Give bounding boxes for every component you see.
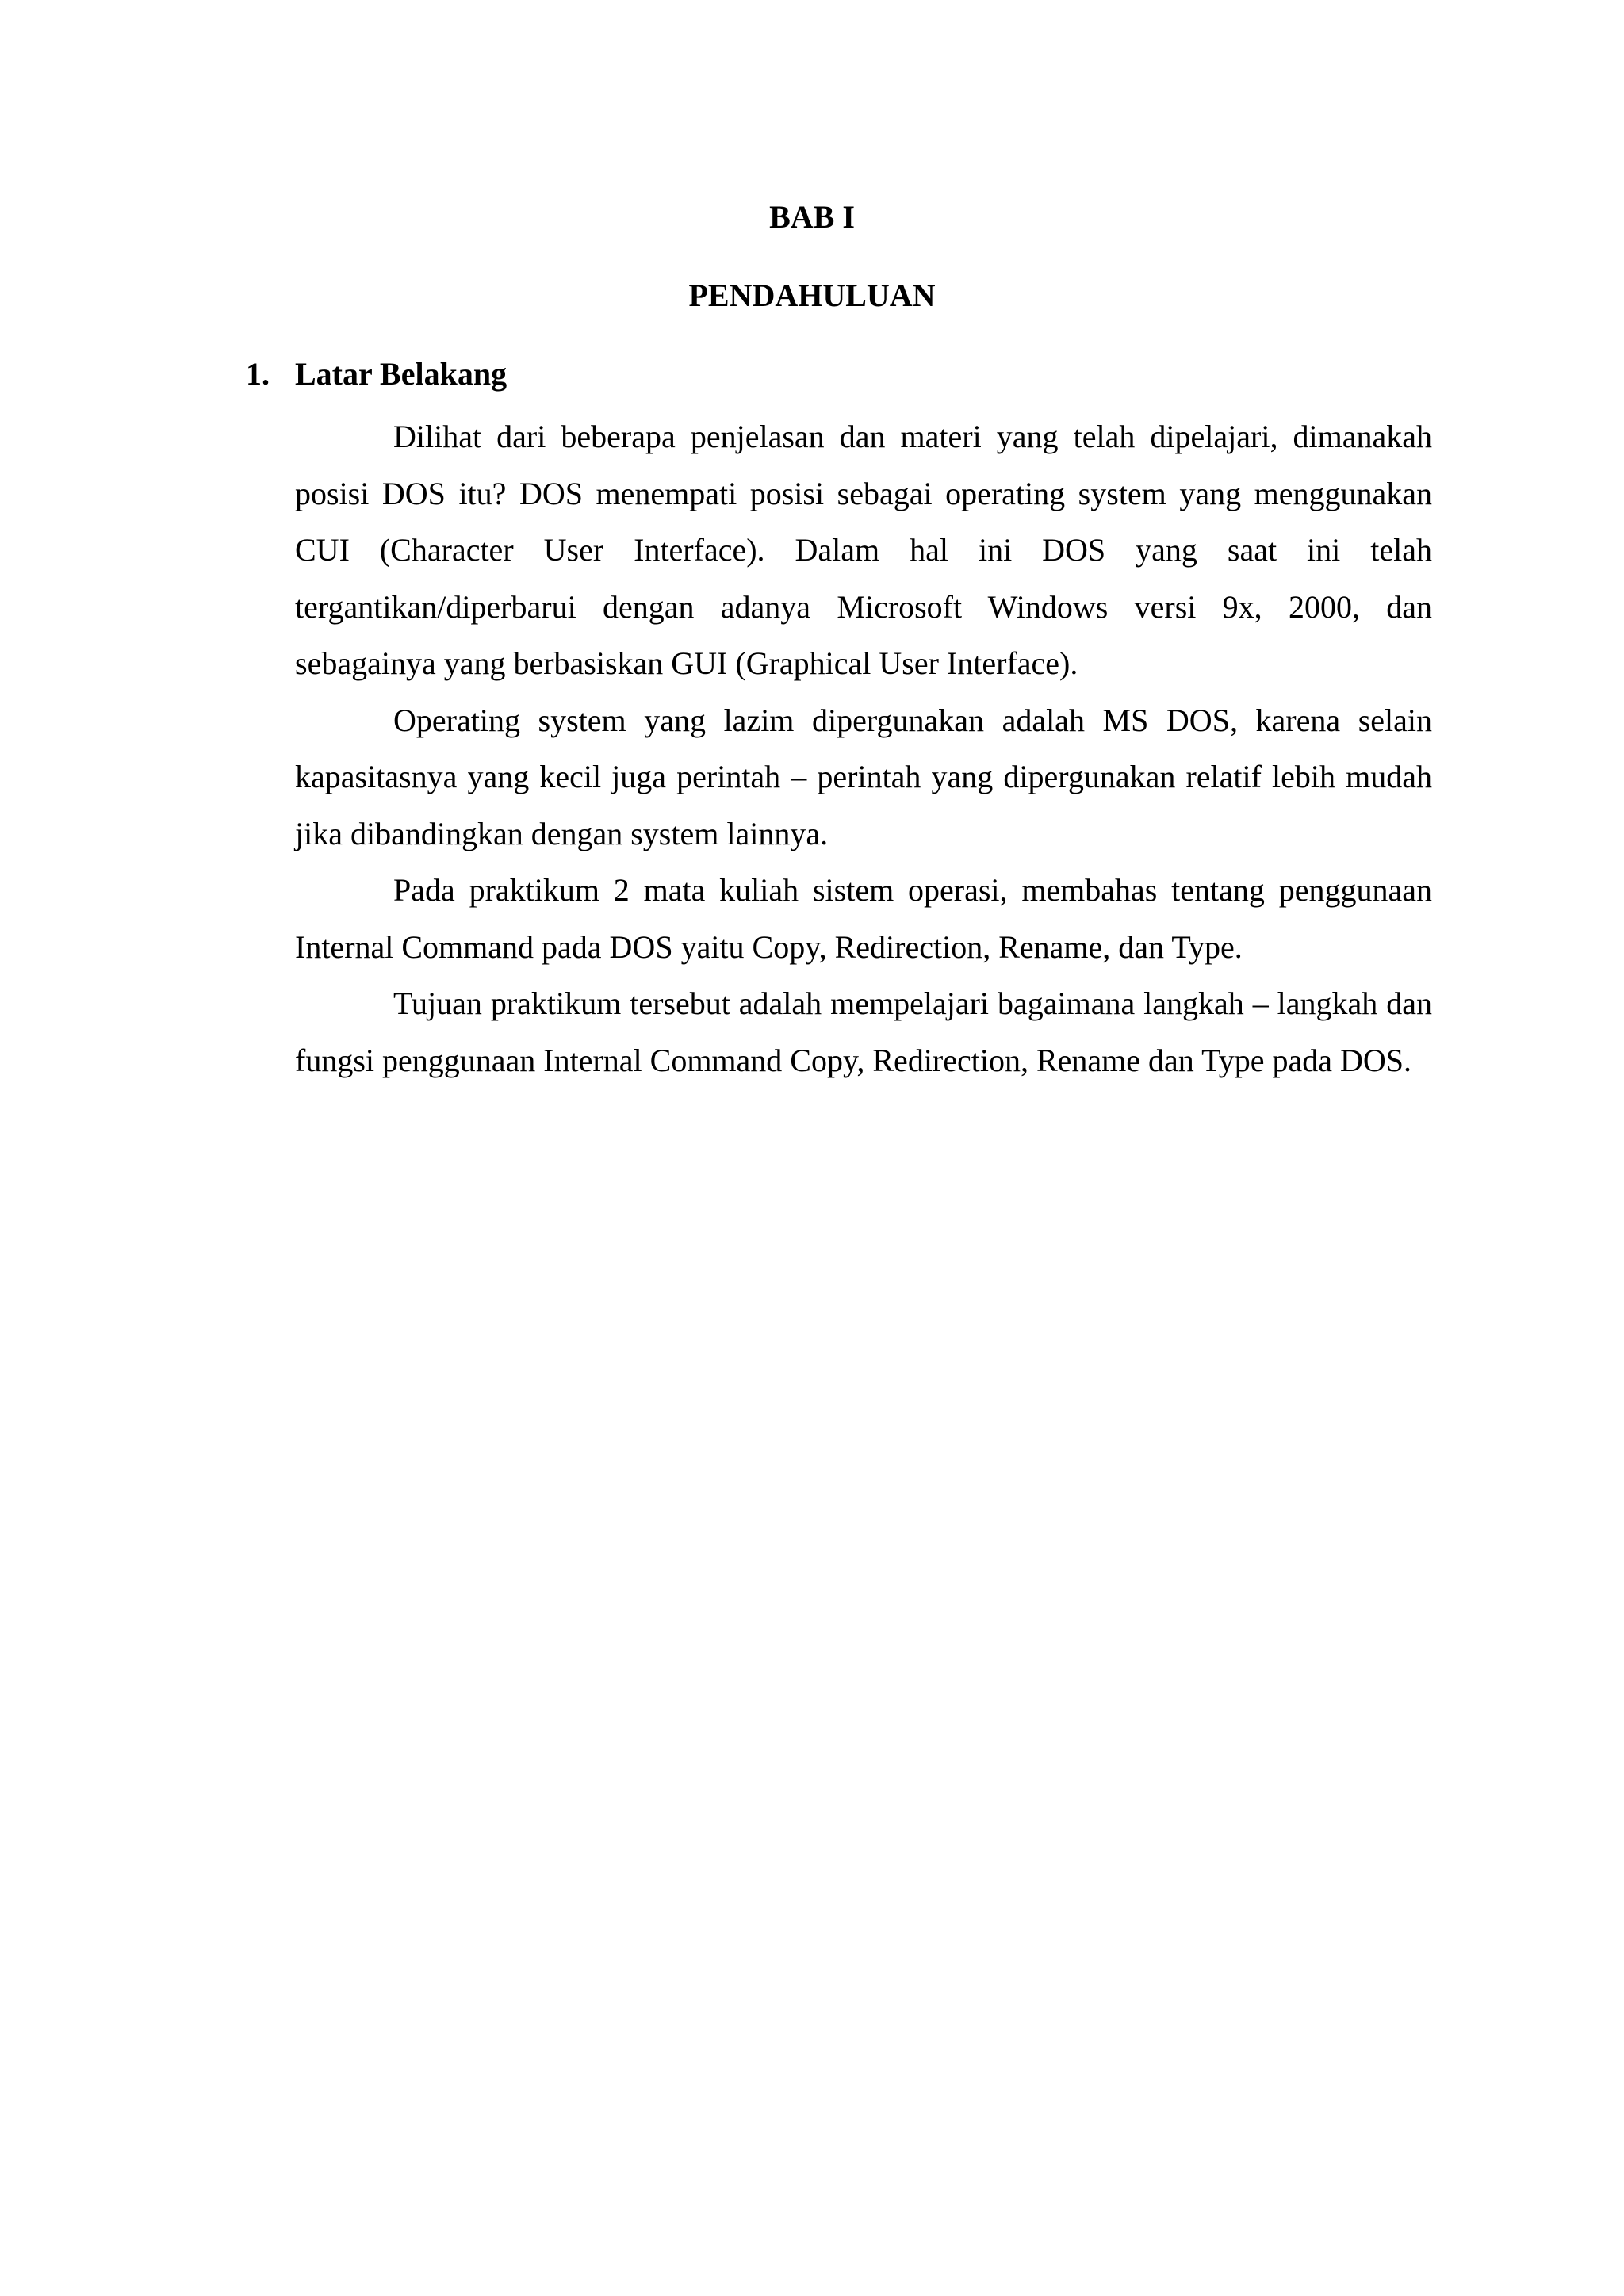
paragraph: Pada praktikum 2 mata kuliah sistem operasi, membahas tentang penggunaan Internal Command pada DOS yaitu Copy, Redirection, Rename, dan Type. [295,872,1432,965]
paragraph: Operating system yang lazim dipergunakan adalah MS DOS, karena selain kapasitasnya yang kecil juga perintah – perintah yang dipergunakan relatif lebih mudah jika dibandingkan dengan system lainnya. [295,702,1432,851]
paragraph: Dilihat dari beberapa penjelasan dan materi yang telah dipelajari, dimanakah posisi DOS itu? DOS menempati posisi sebagai operating system yang menggunakan CUI (Character User Interface). Dalam hal ini DOS yang saat ini telah tergantikan/diperbarui dengan adanya Microsoft Windows versi 9x, 2000, dan sebagainya yang berbasiskan GUI (Graphical User Interface). [295,419,1432,681]
section-number: 1. [246,356,270,392]
chapter-label: BAB I [769,199,855,235]
section-heading [246,352,507,396]
paragraph: Tujuan praktikum tersebut adalah mempelajari bagaimana langkah – langkah dan fungsi penggunaan Internal Command Copy, Redirection, Rename dan Type pada DOS. [295,985,1432,1078]
section-title: Latar Belakang [295,356,508,392]
chapter-title: PENDAHULUAN [688,277,936,313]
section-body [295,408,1432,1089]
